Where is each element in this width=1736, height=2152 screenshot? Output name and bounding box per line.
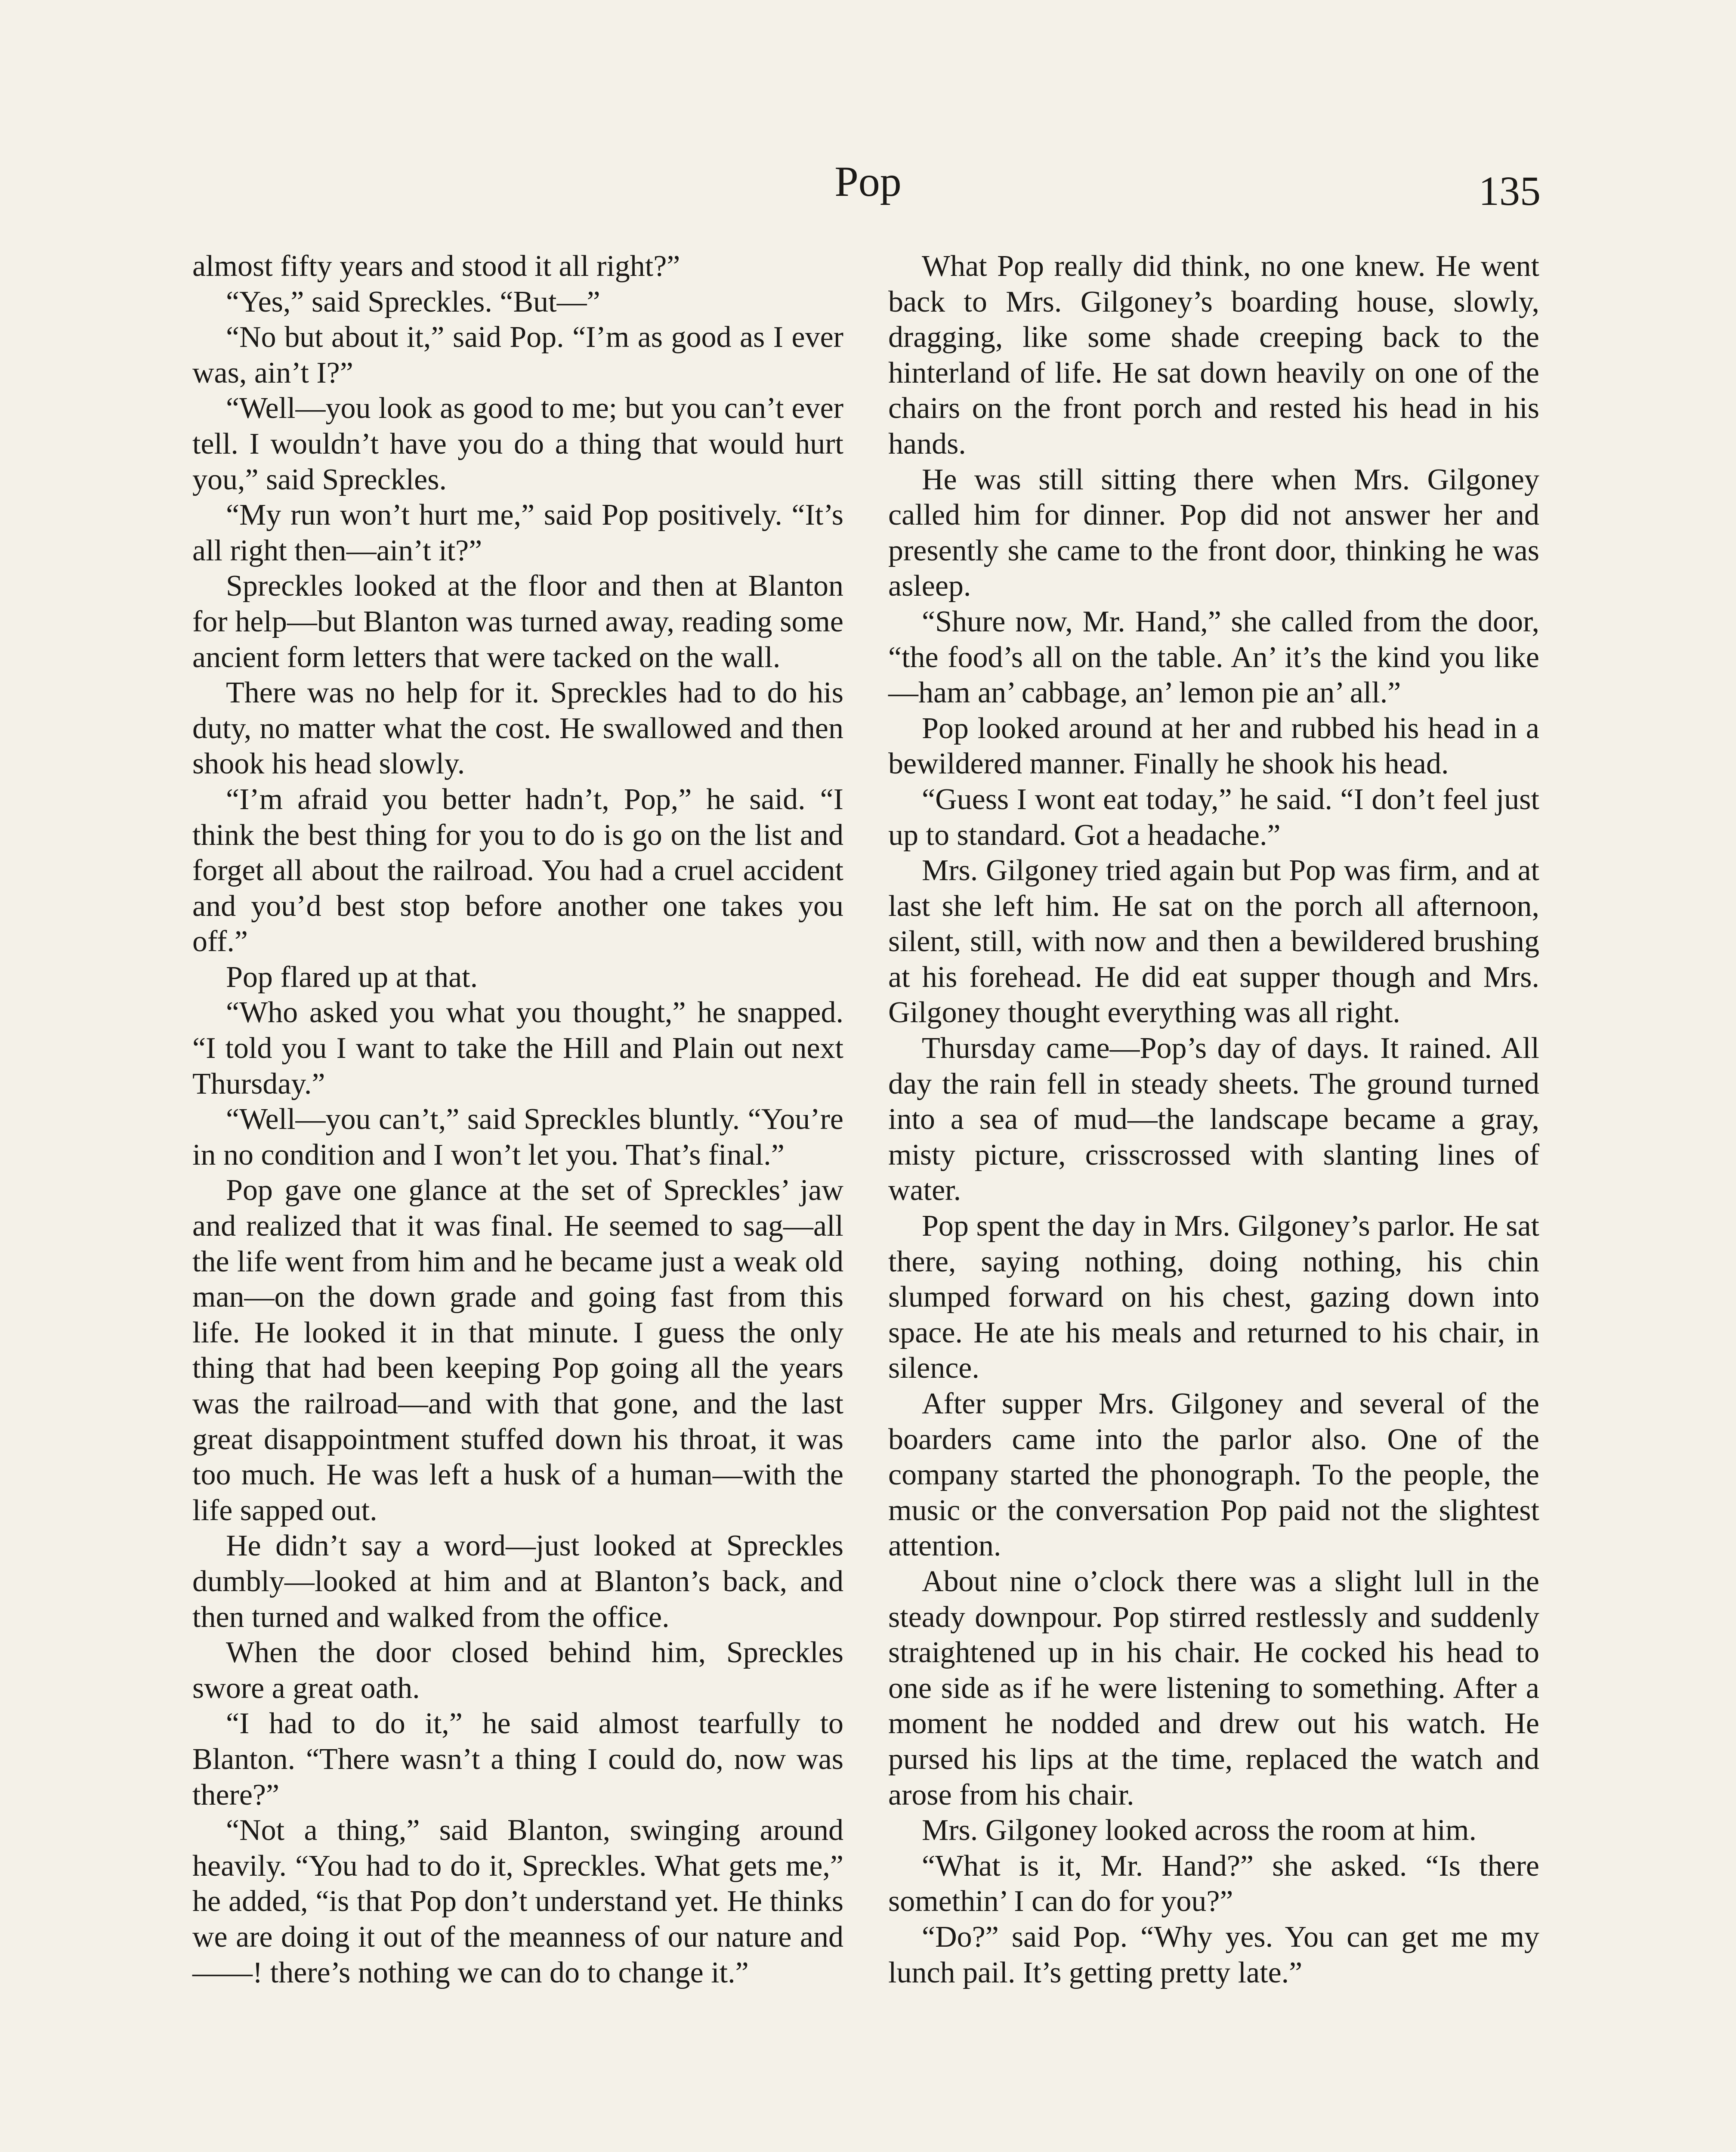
paragraph: “Shure now, Mr. Hand,” she called from the door, “the food’s all on the table. An’ it’s the kind you like—ham an’ cabbage, an’ lemon pie an’ all.” [888,605,1539,710]
page-number: 135 [1479,168,1541,214]
paragraph: almost fifty years and stood it all right?” [192,250,680,283]
paragraph: “Who asked you what you thought,” he snapped. “I told you I want to take the Hill and Plain out next Thursday.” [192,996,843,1101]
right-column [888,249,1539,1991]
paragraph: When the door closed behind him, Spreckles swore a great oath. [192,1636,843,1705]
paragraph: “Guess I wont eat today,” he said. “I don’t feel just up to standard. Got a headache.” [888,782,1539,852]
paragraph: “My run won’t hurt me,” said Pop positively. “It’s all right then—ain’t it?” [192,498,843,567]
paragraph: “Well—you look as good to me; but you can’t ever tell. I wouldn’t have you do a thing that would hurt you,” said Spreckles. [192,392,843,496]
paragraph: Pop flared up at that. [226,960,478,994]
paragraph: “Well—you can’t,” said Spreckles bluntly. “You’re in no condition and I won’t let you. That’s final.” [192,1103,843,1172]
paragraph: Spreckles looked at the floor and then at Blanton for help—but Blanton was turned away, reading some ancient form letters that were tacked on the wall. [192,569,843,674]
paragraph: Mrs. Gilgoney tried again but Pop was firm, and at last she left him. He sat on the porch all afternoon, silent, still, with now and then a bewildered brushing at his forehead. He did eat supper though and Mrs. Gilgoney thought everything was all right. [888,854,1539,1030]
paragraph: He was still sitting there when Mrs. Gilgoney called him for dinner. Pop did not answer her and presently she came to the front door, thinking he was asleep. [888,463,1539,603]
paragraph: “Yes,” said Spreckles. “But—” [226,285,600,318]
paragraph: Pop looked around at her and rubbed his head in a bewildered manner. Finally he shook his head. [888,711,1539,781]
paragraph: Pop spent the day in Mrs. Gilgoney’s parlor. He sat there, saying nothing, doing nothing, his chin slumped forward on his chest, gazing down into space. He ate his meals and returned to his chair, in silence. [888,1209,1539,1385]
paragraph: What Pop really did think, no one knew. He went back to Mrs. Gilgoney’s boarding house, slowly, dragging, like some shade creeping back to the hinterland of life. He sat down heavily on one of the chairs on the front porch and rested his head in his hands. [888,250,1539,461]
paragraph: Mrs. Gilgoney looked across the room at him. [922,1814,1477,1847]
paragraph: “Not a thing,” said Blanton, swinging around heavily. “You had to do it, Spreckles. What gets me,” he added, “is that Pop don’t understand yet. He thinks we are doing it out of the meanness of our nature and ——! there’s nothing we can do to change it.” [192,1814,843,1989]
paragraph: “No but about it,” said Pop. “I’m as good as I ever was, ain’t I?” [192,321,843,390]
paragraph: Pop gave one glance at the set of Spreckles’ jaw and realized that it was final. He seemed to sag—all the life went from him and he became just a weak old man—on the down grade and going fast from this life. He looked it in that minute. I guess the only thing that had been keeping Pop going all the years was the railroad—and with that gone, and the last great disappointment stuffed down his throat, it was too much. He was left a husk of a human—with the life sapped out. [192,1174,843,1527]
paragraph: He didn’t say a word—just looked at Spreckles dumbly—looked at him and at Blanton’s back, and then turned and walked from the office. [192,1529,843,1634]
paragraph: “Do?” said Pop. “Why yes. You can get me my lunch pail. It’s getting pretty late.” [888,1920,1539,1989]
left-column [192,249,843,1991]
paragraph: After supper Mrs. Gilgoney and several of the boarders came into the parlor also. One of the company started the phonograph. To the people, the music or the conversation Pop paid not the slightest attention. [888,1387,1539,1563]
paragraph: Thursday came—Pop’s day of days. It rained. All day the rain fell in steady sheets. The ground turned into a sea of mud—the landscape became a gray, misty picture, crisscrossed with slanting lines of water. [888,1032,1539,1207]
paragraph: “I had to do it,” he said almost tearfully to Blanton. “There wasn’t a thing I could do, now was there?” [192,1707,843,1812]
running-title: Pop [834,158,902,205]
paragraph: About nine o’clock there was a slight lull in the steady downpour. Pop stirred restlessly and suddenly straightened up in his chair. He cocked his head to one side as if he were listening to something. After a moment he nodded and drew out his watch. He pursed his lips at the time, replaced the watch and arose from his chair. [888,1565,1539,1812]
paragraph: “I’m afraid you better hadn’t, Pop,” he said. “I think the best thing for you to do is go on the list and forget all about the railroad. You had a cruel accident and you’d best stop before another one takes you off.” [192,782,843,959]
paragraph: “What is it, Mr. Hand?” she asked. “Is there somethin’ I can do for you?” [888,1849,1539,1918]
paragraph: There was no help for it. Spreckles had to do his duty, no matter what the cost. He swallowed and then shook his head slowly. [192,676,843,781]
